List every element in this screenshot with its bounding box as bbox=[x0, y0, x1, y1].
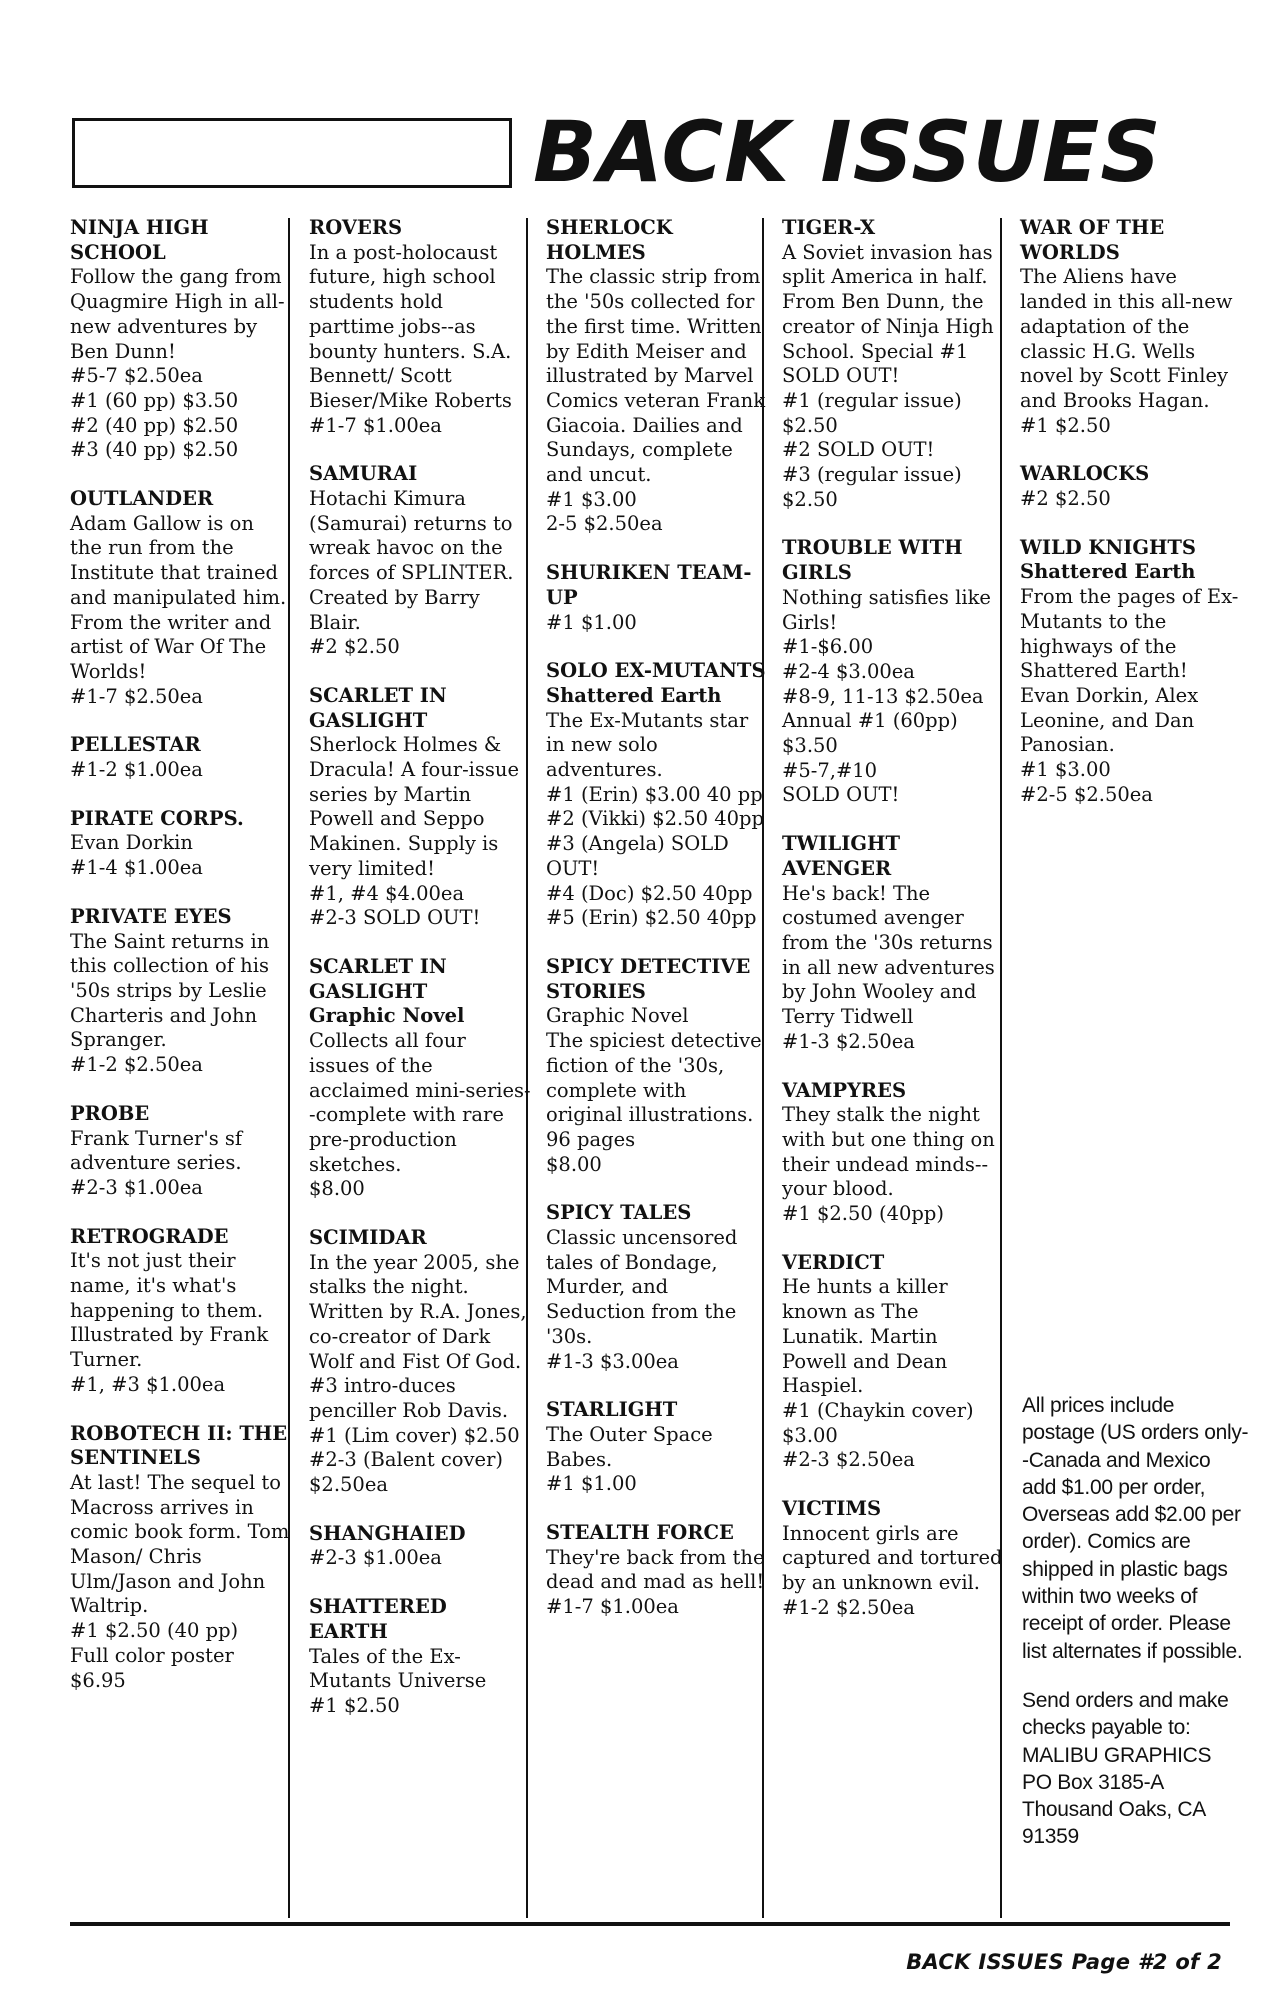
entry-title: SCARLET IN GASLIGHT bbox=[309, 954, 447, 1003]
catalog-entry bbox=[70, 733, 292, 782]
entry-body: #2 $2.50 bbox=[1020, 487, 1111, 511]
entry-body: Innocent girls are captured and tortured by an unknown evil. #1-2 $2.50ea bbox=[782, 1521, 1003, 1619]
catalog-entry bbox=[546, 955, 768, 1177]
catalog-entry bbox=[782, 216, 1004, 512]
column-3 bbox=[546, 216, 768, 1644]
entry-body: Evan Dorkin #1-4 $1.00ea bbox=[70, 831, 203, 880]
entry-title: WAR OF THE WORLDS bbox=[1020, 216, 1165, 264]
catalog-entry bbox=[309, 216, 531, 438]
catalog-entry bbox=[309, 684, 531, 931]
catalog-entry bbox=[782, 832, 1004, 1054]
entry-subtitle: Shattered Earth bbox=[546, 683, 722, 707]
entry-body: #1-2 $1.00ea bbox=[70, 758, 203, 782]
entry-body: Follow the gang from Quagmire High in all-new adventures by Ben Dunn! #5-7 $2.50ea #1 (60 pp) $3.50 #2 (40 pp) $2.50 #3 (40 pp) $2.50 bbox=[70, 265, 285, 462]
entry-subtitle: Shattered Earth bbox=[1020, 560, 1196, 584]
entry-title: SPICY DETECTIVE STORIES bbox=[546, 954, 751, 1003]
catalog-entry bbox=[1020, 536, 1242, 808]
entry-body: Hotachi Kimura (Samurai) returns to wreak havoc on the forces of SPLINTER. Created by Barry Blair. #2 $2.50 bbox=[309, 487, 514, 659]
header-box bbox=[72, 118, 512, 188]
catalog-entry bbox=[70, 487, 292, 709]
catalog-entry bbox=[70, 1102, 292, 1201]
entry-title: OUTLANDER bbox=[70, 487, 214, 511]
entry-body: Tales of the Ex-Mutants Universe #1 $2.50 bbox=[309, 1644, 487, 1717]
entry-title: SHANGHAIED bbox=[309, 1521, 466, 1545]
entry-body: The Saint returns in this collection of his '50s strips by Leslie Charteris and John Spranger. #1-2 $2.50ea bbox=[70, 929, 270, 1077]
entry-body: In the year 2005, she stalks the night. Written by R.A. Jones, co-creator of Dark Wolf and Fist Of God. #3 intro-duces penciller Rob Davis. #1 (Lim cover) $2.50 #2-3 (Balent cover) $2.50ea bbox=[309, 1250, 527, 1497]
entry-body: The classic strip from the '50s collected for the first time. Written by Edith Meiser and illustrated by Marvel Comics veteran Frank Giacoia. Dailies and Sundays, complete and uncut. #1 $3.00 2-5 $2.50ea bbox=[546, 265, 766, 536]
catalog-entry bbox=[70, 1422, 292, 1694]
entry-title: SHATTERED EARTH bbox=[309, 1595, 447, 1643]
entry-body: Sherlock Holmes & Dracula! A four-issue series by Martin Powell and Seppo Makinen. Supply is very limited! #1, #4 $4.00ea #2-3 SOLD OUT! bbox=[309, 733, 520, 930]
entry-title: WILD KNIGHTS bbox=[1020, 535, 1196, 559]
catalog-entry bbox=[309, 955, 531, 1202]
entry-title: VICTIMS bbox=[782, 1497, 882, 1521]
catalog-entry bbox=[782, 1079, 1004, 1227]
entry-title: VERDICT bbox=[782, 1250, 885, 1274]
bottom-rule bbox=[70, 1922, 1230, 1926]
entry-title: TIGER-X bbox=[782, 216, 876, 239]
page-footer: BACK ISSUES Page #2 of 2 bbox=[906, 1950, 1222, 1974]
entry-body: From the pages of Ex-Mutants to the highways of the Shattered Earth! Evan Dorkin, Alex Leonine, and Dan Panosian. #1 $3.00 #2-5 $2.50ea bbox=[1020, 585, 1239, 806]
catalog-entry bbox=[70, 807, 292, 881]
entry-body: The Ex-Mutants star in new solo adventures. #1 (Erin) $3.00 40 pp #2 (Vikki) $2.50 40pp #3 (Angela) SOLD OUT! #4 (Doc) $2.50 40pp #5 (Erin) $2.50 40pp bbox=[546, 708, 765, 930]
entry-body: The Outer Space Babes. #1 $1.00 bbox=[546, 1422, 713, 1496]
entry-title: SAMURAI bbox=[309, 462, 418, 486]
entry-body: Graphic Novel The spiciest detective fiction of the '30s, complete with original illustrations. 96 pages $8.00 bbox=[546, 1004, 762, 1176]
entry-subtitle: Graphic Novel bbox=[309, 1004, 465, 1028]
entry-body: The Aliens have landed in this all-new adaptation of the classic H.G. Wells novel by Scott Finley and Brooks Hagan. #1 $2.50 bbox=[1020, 265, 1233, 437]
catalog-entry bbox=[309, 462, 531, 660]
catalog-entry bbox=[782, 1497, 1004, 1621]
page-title: BACK ISSUES bbox=[533, 103, 1162, 201]
entry-title: SHERLOCK HOLMES bbox=[546, 216, 673, 264]
catalog-entry bbox=[309, 1226, 531, 1498]
column-1 bbox=[70, 216, 292, 1717]
entry-title: ROVERS bbox=[309, 216, 403, 239]
column-5 bbox=[1020, 216, 1242, 831]
catalog-entry bbox=[70, 1225, 292, 1398]
entry-title: SOLO EX-MUTANTS bbox=[546, 659, 766, 683]
catalog-entry bbox=[70, 216, 292, 463]
entry-body: Adam Gallow is on the run from the Institute that trained and manipulated him. From the writer and artist of War Of The Worlds! #1-7 $2.50ea bbox=[70, 511, 287, 708]
catalog-entry bbox=[546, 1398, 768, 1497]
entry-body: Frank Turner's sf adventure series. #2-3 $1.00ea bbox=[70, 1126, 243, 1199]
entry-title: STARLIGHT bbox=[546, 1398, 678, 1422]
catalog-entry bbox=[1020, 462, 1242, 511]
pricing-note: All prices include postage (US orders only--Canada and Mexico add $1.00 per order, Overseas add $2.00 per order). Comics are shipped in plastic bags within two weeks of receipt of order. Please list alternates if possible. bbox=[1022, 1394, 1249, 1663]
entry-body: Collects all four issues of the acclaimed mini-series--complete with rare pre-production sketches. $8.00 bbox=[309, 1029, 531, 1201]
ordering-info bbox=[1022, 1392, 1250, 1873]
entry-body: Classic uncensored tales of Bondage, Murder, and Seduction from the '30s. #1-3 $3.00ea bbox=[546, 1226, 738, 1373]
catalog-entry bbox=[309, 1595, 531, 1719]
entry-title: ROBOTECH II: THE SENTINELS bbox=[70, 1421, 288, 1470]
catalog-entry bbox=[546, 216, 768, 537]
catalog-entry bbox=[782, 536, 1004, 808]
catalog-entry bbox=[546, 1201, 768, 1374]
entry-body: At last! The sequel to Macross arrives in comic book form. Tom Mason/ Chris Ulm/Jason and John Waltrip. #1 $2.50 (40 pp) Full color poster $6.95 bbox=[70, 1470, 290, 1692]
entry-title: TROUBLE WITH GIRLS bbox=[782, 536, 963, 585]
entry-title: PRIVATE EYES bbox=[70, 904, 232, 928]
entry-body: #2-3 $1.00ea bbox=[309, 1546, 442, 1570]
catalog-entry bbox=[546, 561, 768, 635]
order-address: Send orders and make checks payable to: MALIBU GRAPHICS PO Box 3185-A Thousand Oaks, CA 91359 bbox=[1022, 1688, 1229, 1849]
catalog-entry bbox=[546, 1521, 768, 1620]
entry-title: SPICY TALES bbox=[546, 1201, 692, 1225]
entry-body: In a post-holocaust future, high school students hold parttime jobs--as bounty hunters. S.A. Bennett/ Scott Bieser/Mike Roberts #1-7 $1.00ea bbox=[309, 240, 512, 437]
catalog-entry bbox=[1020, 216, 1242, 438]
entry-title: PELLESTAR bbox=[70, 733, 201, 757]
entry-body: A Soviet invasion has split America in half. From Ben Dunn, the creator of Ninja High School. Special #1 SOLD OUT! #1 (regular issue) $2.50 #2 SOLD OUT! #3 (regular issue) $2.50 bbox=[782, 240, 994, 511]
entry-body: They stalk the night with but one thing on their undead minds--your blood. #1 $2.50 (40pp) bbox=[782, 1103, 995, 1226]
column-2 bbox=[309, 216, 531, 1743]
catalog-entry bbox=[70, 905, 292, 1078]
entry-title: SCIMIDAR bbox=[309, 1226, 427, 1250]
entry-title: SCARLET IN GASLIGHT bbox=[309, 683, 447, 732]
entry-title: SHURIKEN TEAM-UP bbox=[546, 561, 752, 609]
entry-title: TWILIGHT AVENGER bbox=[782, 832, 900, 880]
catalog-entry bbox=[546, 659, 768, 931]
entry-body: It's not just their name, it's what's happening to them. Illustrated by Frank Turner. #1, #3 $1.00ea bbox=[70, 1249, 269, 1396]
entry-body: They're back from the dead and mad as hell! #1-7 $1.00ea bbox=[546, 1545, 765, 1619]
entry-title: VAMPYRES bbox=[782, 1078, 907, 1102]
entry-title: WARLOCKS bbox=[1020, 462, 1150, 486]
entry-body: Nothing satisfies like Girls! #1-$6.00 #2-4 $3.00ea #8-9, 11-13 $2.50ea Annual #1 (60pp) $3.50 #5-7,#10 SOLD OUT! bbox=[782, 585, 991, 807]
column-4 bbox=[782, 216, 1004, 1645]
catalog-entry bbox=[309, 1522, 531, 1571]
catalog-entry bbox=[782, 1251, 1004, 1473]
entry-body: He's back! The costumed avenger from the '30s returns in all new adventures by John Wooley and Terry Tidwell #1-3 $2.50ea bbox=[782, 881, 995, 1053]
entry-title: PIRATE CORPS. bbox=[70, 806, 244, 830]
entry-title: PROBE bbox=[70, 1101, 150, 1125]
entry-body: #1 $1.00 bbox=[546, 610, 637, 634]
entry-title: STEALTH FORCE bbox=[546, 1521, 734, 1545]
entry-title: NINJA HIGH SCHOOL bbox=[70, 216, 209, 264]
entry-title: RETROGRADE bbox=[70, 1224, 229, 1248]
entry-body: He hunts a killer known as The Lunatik. Martin Powell and Dean Haspiel. #1 (Chaykin cover) $3.00 #2-3 $2.50ea bbox=[782, 1275, 974, 1472]
